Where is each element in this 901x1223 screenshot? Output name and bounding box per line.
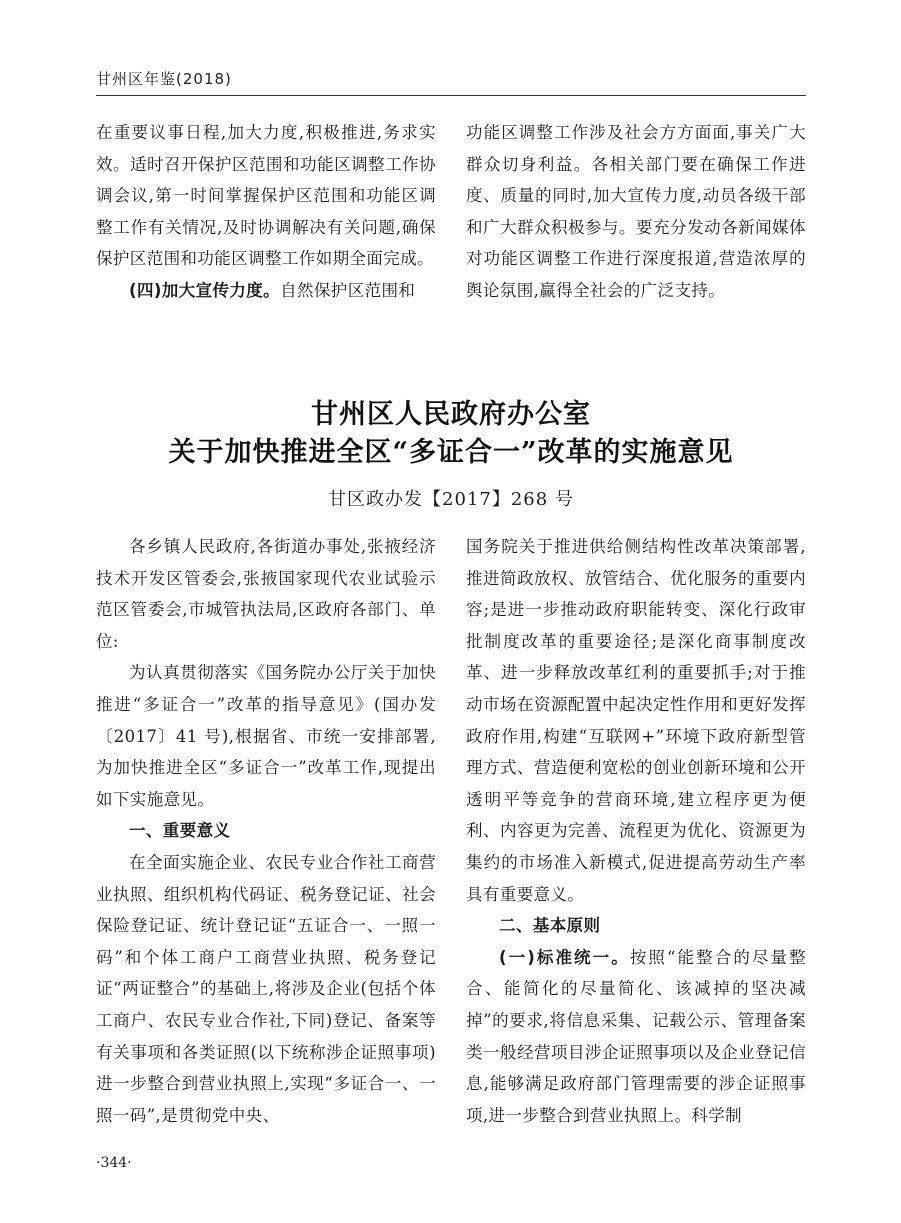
main-right-column bbox=[466, 531, 806, 1131]
header-divider bbox=[96, 95, 806, 96]
document-title-line-2: 关于加快推进全区“多证合一”改革的实施意见 bbox=[168, 437, 734, 468]
section-heading: 一、重要意义 bbox=[129, 821, 231, 841]
paragraph: 在重要议事日程,加大力度,积极推进,务求实效。适时召开保护区范围和功能区调整工作协调会议,第一时间掌握保护区范围和功能区调整工作有关情况,及时协调解决有关问题,确保保护区范围和功能区调整工作如期全面完成。 bbox=[96, 123, 436, 269]
paragraph: 为认真贯彻落实《国务院办公厅关于加快推进“多证合一”改革的指导意见》(国办发〔2017〕41 号),根据省、市统一安排部署,为加快推进全区“多证合一”改革工作,现提出如下实施意见。 bbox=[96, 663, 436, 809]
paragraph-text: 按照“能整合的尽量整合、能简化的尽量简化、该减掉的坚决减掉”的要求,将信息采集、记载公示、管理备案类一般经营项目涉企证照事项以及企业登记信息,能够满足政府部门管理需要的涉企证照事项,进一步整合到营业执照上。科学制 bbox=[466, 947, 806, 1125]
page-number: ·344· bbox=[96, 1155, 132, 1171]
top-left-column bbox=[96, 117, 436, 307]
top-right-column bbox=[466, 117, 806, 307]
paragraph: 在全面实施企业、农民专业合作社工商营业执照、组织机构代码证、税务登记证、社会保险登记证、统计登记证“五证合一、一照一码”和个体工商户工商营业执照、税务登记证“两证整合”的基础上,将涉及企业(包括个体工商户、农民专业合作社,下同)登记、备案等有关事项和各类证照(以下统称涉企证照事项)进一步整合到营业执照上,实现“多证合一、一照一码”,是贯彻党中央、 bbox=[96, 852, 436, 1125]
paragraph-lead: (一)标准统一。 bbox=[499, 947, 630, 967]
paragraph-text: 自然保护区范围和 bbox=[280, 280, 416, 300]
running-head-title: 甘州区年鉴(2018) bbox=[96, 70, 232, 88]
paragraph-with-lead bbox=[466, 942, 806, 1132]
main-left-column bbox=[96, 531, 436, 1131]
section-heading: 二、基本原则 bbox=[499, 916, 601, 936]
paragraph-salutation: 各乡镇人民政府,各街道办事处,张掖经济技术开发区管委会,张掖国家现代农业试验示范区管委会,市城管执法局,区政府各部门、单位: bbox=[96, 537, 436, 651]
paragraph-with-lead bbox=[96, 275, 436, 307]
paragraph: 国务院关于推进供给侧结构性改革决策部署,推进简政放权、放管结合、优化服务的重要内容;是进一步推动政府职能转变、深化行政审批制度改革的重要途径;是深化商事制度改革、进一步释放改革红利的重要抓手;对于推动市场在资源配置中起决定性作用和更好发挥政府作用,构建“互联网+”环境下政府新型管理方式、营造便利宽松的创业创新环境和公开透明平等竞争的营商环境,建立程序更为便利、内容更为完善、流程更为优化、资源更为集约的市场准入新模式,促进提高劳动生产率具有重要意义。 bbox=[466, 537, 806, 904]
document-title-line-1: 甘州区人民政府办公室 bbox=[311, 399, 591, 430]
paragraph: 功能区调整工作涉及社会方方面面,事关广大群众切身利益。各相关部门要在确保工作进度、质量的同时,加大宣传力度,动员各级干部和广大群众积极参与。要充分发动各新闻媒体对功能区调整工作进行深度报道,营造浓厚的舆论氛围,赢得全社会的广泛支持。 bbox=[466, 123, 806, 300]
paragraph-lead: (四)加大宣传力度。 bbox=[129, 280, 281, 300]
document-number: 甘区政办发【2017】268 号 bbox=[328, 489, 574, 510]
